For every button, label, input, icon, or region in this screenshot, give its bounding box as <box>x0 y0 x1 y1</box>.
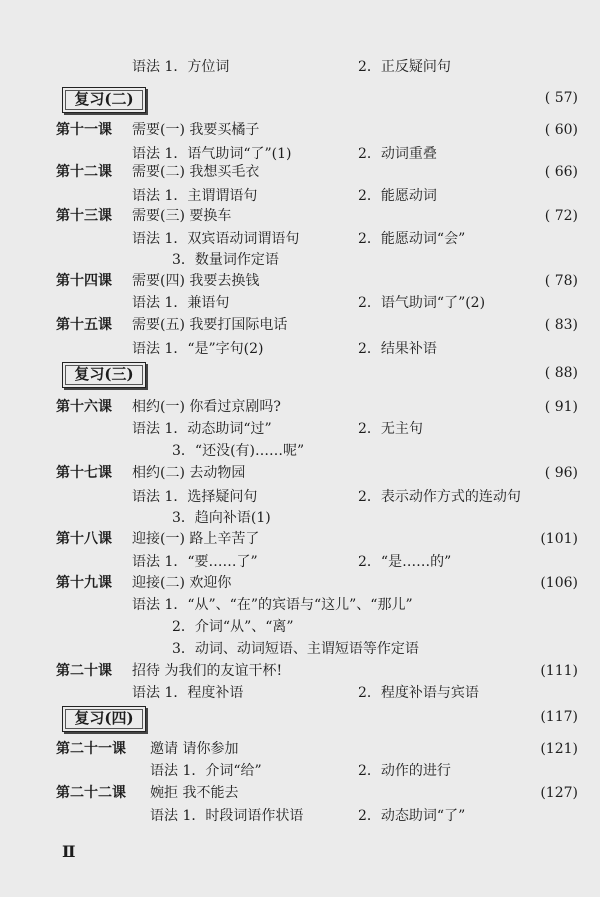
page-ref: ( 88) <box>544 365 578 381</box>
grammar-item: 语法 1．程度补语 <box>132 685 244 701</box>
grammar-item: 语法 1．介词“给” <box>150 763 262 779</box>
grammar-item: 语法 1．兼语句 <box>132 295 230 311</box>
lesson-21-number[interactable]: 第二十一课 <box>56 741 126 757</box>
grammar-item: 语法 1．语气助词“了”(1) <box>132 146 292 162</box>
page-ref: ( 96) <box>544 465 578 481</box>
page-ref: (117) <box>540 709 578 725</box>
page-ref: ( 60) <box>544 122 578 138</box>
lesson-12-number[interactable]: 第十二课 <box>56 164 112 180</box>
page-ref: ( 91) <box>544 399 578 415</box>
leader-dots <box>266 574 520 592</box>
lesson-13-number[interactable]: 第十三课 <box>56 208 112 224</box>
lesson-14-number[interactable]: 第十四课 <box>56 273 112 289</box>
grammar-item: 语法 1．双宾语动词谓语句 <box>132 231 300 247</box>
grammar-item: 3．趋向补语(1) <box>172 510 271 526</box>
grammar-item: 语法 1．动态助词“过” <box>132 421 272 437</box>
lesson-17-number[interactable]: 第十七课 <box>56 465 112 481</box>
leader-dots <box>276 740 520 758</box>
grammar-item: 2．动词重叠 <box>358 146 437 162</box>
lesson-20-title[interactable]: 招待 为我们的友谊干杯! <box>132 663 283 679</box>
lesson-15-title[interactable]: 需要(五) 我要打国际电话 <box>132 317 288 333</box>
lesson-16-title[interactable]: 相约(一) 你看过京剧吗? <box>132 399 281 415</box>
page-number: Ⅱ <box>62 842 76 861</box>
page-ref: ( 57) <box>544 90 578 106</box>
grammar-item: 2．动作的进行 <box>358 763 451 779</box>
page-ref: ( 72) <box>544 208 578 224</box>
lesson-22-title[interactable]: 婉拒 我不能去 <box>150 785 239 801</box>
grammar-item: 2．“是……的” <box>358 554 452 570</box>
grammar-item: 2．能愿动词 <box>358 188 437 204</box>
leader-dots <box>266 784 520 802</box>
grammar-item: 语法 1．主谓谓语句 <box>132 188 258 204</box>
lesson-18-title[interactable]: 迎接(一) 路上辛苦了 <box>132 531 260 547</box>
grammar-item: 语法 1．“从”、“在”的宾语与“这儿”、“那儿” <box>132 597 413 613</box>
leader-dots <box>282 272 520 290</box>
grammar-item: 语法 1．时段词语作状语 <box>150 808 304 824</box>
grammar-item: 2．介词“从”、“离” <box>172 619 294 635</box>
grammar-item: 3．动词、动词短语、主谓短语等作定语 <box>172 641 419 657</box>
leader-dots <box>266 464 520 482</box>
grammar-item: 2．无主句 <box>358 421 423 437</box>
lesson-19-number[interactable]: 第十九课 <box>56 575 112 591</box>
leader-dots <box>282 121 520 139</box>
grammar-item: 2．程度补语与宾语 <box>358 685 479 701</box>
lesson-21-title[interactable]: 邀请 请你参加 <box>150 741 239 757</box>
page-ref: (121) <box>540 741 578 757</box>
page-ref: (101) <box>540 531 578 547</box>
lesson-17-title[interactable]: 相约(二) 去动物园 <box>132 465 246 481</box>
page-ref: (111) <box>540 663 578 679</box>
grammar-item: 语法 1．选择疑问句 <box>132 489 258 505</box>
grammar-item: 2．语气助词“了”(2) <box>358 295 486 311</box>
lesson-16-number[interactable]: 第十六课 <box>56 399 112 415</box>
leader-dots <box>152 708 520 726</box>
leader-dots <box>286 530 520 548</box>
leader-dots <box>152 89 520 107</box>
leader-dots <box>282 163 520 181</box>
grammar-item: 2．正反疑问句 <box>358 59 451 75</box>
lesson-22-number[interactable]: 第二十二课 <box>56 785 126 801</box>
lesson-18-number[interactable]: 第十八课 <box>56 531 112 547</box>
leader-dots <box>152 364 520 382</box>
lesson-12-title[interactable]: 需要(二) 我想买毛衣 <box>132 164 260 180</box>
leader-dots <box>310 316 520 334</box>
grammar-item: 3．数量词作定语 <box>172 252 279 268</box>
lesson-19-title[interactable]: 迎接(二) 欢迎你 <box>132 575 232 591</box>
lesson-15-number[interactable]: 第十五课 <box>56 317 112 333</box>
lesson-14-title[interactable]: 需要(四) 我要去换钱 <box>132 273 260 289</box>
leader-dots <box>252 207 520 225</box>
page-ref: ( 66) <box>544 164 578 180</box>
lesson-11-title[interactable]: 需要(一) 我要买橘子 <box>132 122 260 138</box>
grammar-item: 2．表示动作方式的连动句 <box>358 489 521 505</box>
page-ref: (106) <box>540 575 578 591</box>
grammar-item: 2．能愿动词“会” <box>358 231 466 247</box>
review-4-box[interactable]: 复习(四) <box>62 706 146 732</box>
grammar-item: 3．“还没(有)……呢” <box>172 443 305 459</box>
grammar-item: 语法 1．“要……了” <box>132 554 258 570</box>
lesson-11-number[interactable]: 第十一课 <box>56 122 112 138</box>
review-2-box[interactable]: 复习(二) <box>62 87 146 113</box>
page-ref: ( 78) <box>544 273 578 289</box>
leader-dots <box>322 398 520 416</box>
grammar-item: 2．动态助词“了” <box>358 808 466 824</box>
lesson-13-title[interactable]: 需要(三) 要换车 <box>132 208 232 224</box>
page-ref: (127) <box>540 785 578 801</box>
review-3-box[interactable]: 复习(三) <box>62 362 146 388</box>
grammar-item: 语法 1．“是”字句(2) <box>132 341 264 357</box>
grammar-item: 语法 1．方位词 <box>132 59 230 75</box>
page-ref: ( 83) <box>544 317 578 333</box>
leader-dots <box>370 662 520 680</box>
lesson-20-number[interactable]: 第二十课 <box>56 663 112 679</box>
grammar-item: 2．结果补语 <box>358 341 437 357</box>
